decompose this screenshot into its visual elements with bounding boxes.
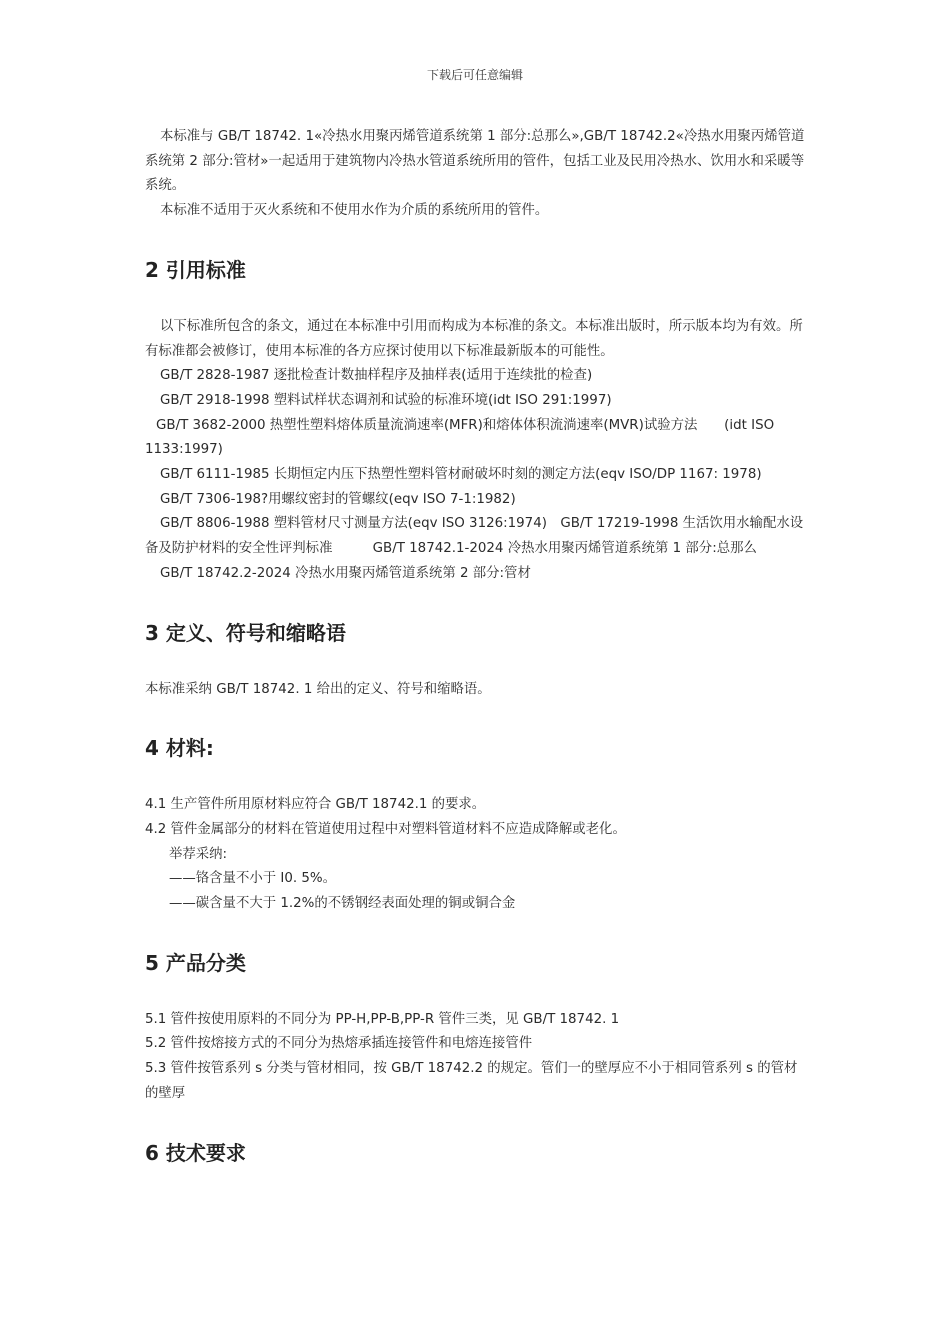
intro-paragraph-2: 本标准不适用于灭火系统和不使用水作为介质的系统所用的管件。	[160, 203, 549, 219]
section-4-item-1: 4.1 生产管件所用原材料应符合 GB/T 18742.1 的要求。	[145, 797, 486, 813]
section-2-paragraph: 以下标准所包含的条文，通过在本标准中引用而构成为本标准的条文。本标准出版时，所示版本均为有效。所有标准都会被修订，使用本标准的各方应探讨使用以下标准最新版本的可能性。	[145, 318, 803, 359]
document-body	[145, 125, 807, 1167]
section-4-sub-intro: 举荐采纳:	[169, 846, 228, 862]
reference-item: GB/T 2828-1987 逐批检查计数抽样程序及抽样表(适用于连续批的检查)	[160, 368, 593, 384]
page-header: 下载后可任意编辑	[426, 68, 523, 82]
intro-paragraph-1: 本标准与 GB/T 18742. 1«冷热水用聚丙烯管道系统第 1 部分:总那么»,GB/T 18742.2«冷热水用聚丙烯管道系统第 2 部分:管材»一起适用于建筑物内冷热水管道系统所用的管件，包括工业及民用冷热水、饮用水和采暖等系统。	[145, 129, 805, 194]
section-5-item-2: 5.2 管件按熔接方式的不同分为热熔承插连接管件和电熔连接管件	[145, 1036, 533, 1052]
section-3-heading: 3 定义、符号和缩略语	[145, 620, 346, 645]
section-4-heading: 4 材料:	[145, 736, 214, 761]
section-4-sub-item: ——碳含量不大于 1.2%的不锈钢经表面处理的铜或铜合金	[169, 896, 516, 912]
section-6-heading: 6 技术要求	[145, 1140, 246, 1165]
reference-item: GB/T 8806-1988 塑料管材尺寸测量方法(eqv ISO 3126:1974) GB/T 17219-1998 生活饮用水输配水设备及防护材料的安全性评判标准 GB/T 18742.1-2024 冷热水用聚丙烯管道系统第 1 部分:总那么	[145, 516, 804, 557]
section-5-item-1: 5.1 管件按使用原料的不同分为 PP-H,PP-B,PP-R 管件三类，见 GB/T 18742. 1	[145, 1011, 620, 1027]
reference-item: GB/T 18742.2-2024 冷热水用聚丙烯管道系统第 2 部分:管材	[160, 565, 531, 581]
reference-item: GB/T 2918-1998 塑料试样状态调剂和试验的标准环境(idt ISO 291:1997)	[160, 392, 612, 408]
section-5-item-3: 5.3 管件按管系列 s 分类与管材相同，按 GB/T 18742.2 的规定。管们一的壁厚应不小于相同管系列 s 的管材的壁厚	[145, 1061, 798, 1101]
reference-item: GB/T 6111-1985 长期恒定内压下热塑性塑料管材耐破坏时刻的测定方法(eqv ISO/DP 1167: 1978)	[160, 467, 762, 483]
section-2-heading: 2 引用标准	[145, 257, 246, 282]
section-5-heading: 5 产品分类	[145, 950, 246, 975]
section-4-sub-item: ——铬含量不小于 I0. 5%。	[169, 871, 336, 887]
section-3-paragraph: 本标准采纳 GB/T 18742. 1 给出的定义、符号和缩略语。	[145, 681, 491, 697]
reference-item: GB/T 3682-2000 热塑性塑料熔体质量流淌速率(MFR)和熔体体积流淌速率(MVR)试验方法 (idt ISO 1133:1997)	[145, 417, 775, 458]
reference-item: GB/T 7306-198?用螺纹密封的管螺纹(eqv ISO 7-1:1982)	[160, 491, 516, 507]
section-4-item-2: 4.2 管件金属部分的材料在管道使用过程中对塑料管道材料不应造成降解或老化。	[145, 821, 626, 837]
